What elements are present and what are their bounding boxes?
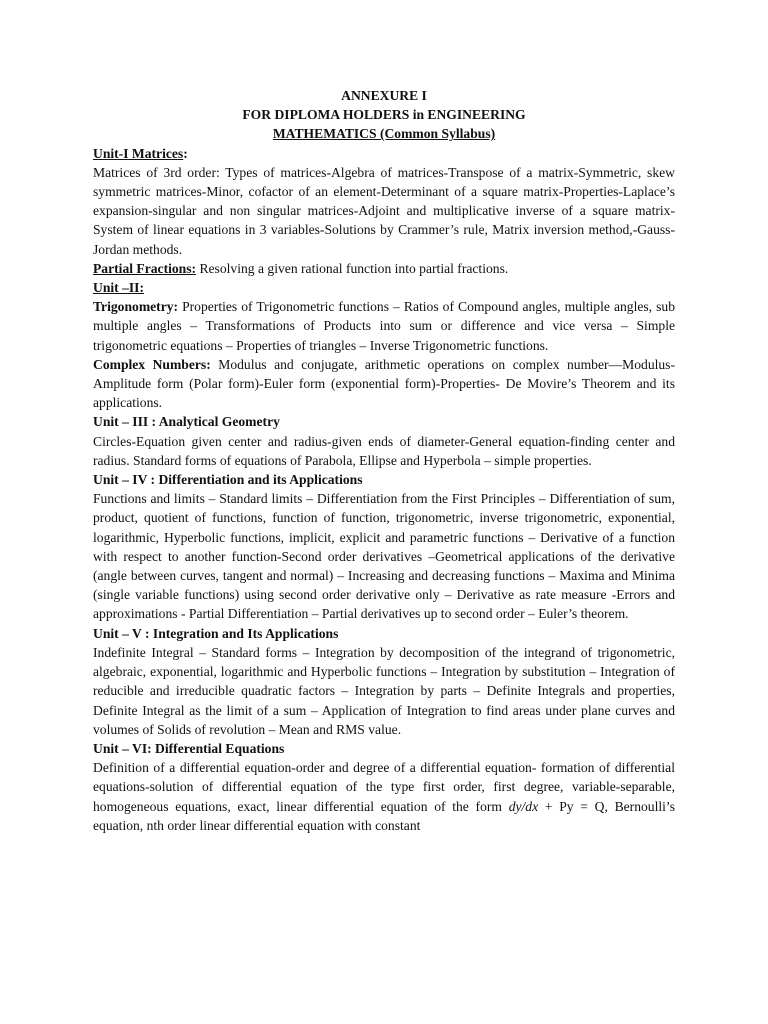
partial-fractions-body: Resolving a given rational function into partial fractions. — [196, 260, 509, 276]
diploma-heading: FOR DIPLOMA HOLDERS in ENGINEERING — [242, 107, 526, 123]
unit4-heading: Unit – IV : Differentiation and its Applications — [93, 472, 363, 488]
unit6-heading: Unit – VI: Differential Equations — [93, 740, 285, 756]
partial-fractions-para — [93, 259, 675, 278]
unit1-heading — [93, 144, 675, 163]
unit4-body: Functions and limits – Standard limits – Differentiation from the First Principles – Differentiation of sum, product, quotient of functions, function of function, trigonometric, inverse trigonometric, exponential, logarithmic, Hyperbolic functions, implicit, explicit and parametric functions – Derivative of a function with respect to another function-Second order derivatives –Geometrical applications of the derivative (angle between curves, tangent and normal) – Increasing and decreasing functions – Maxima and Minima (single variable functions) using second order derivative only – Derivative as rate measure -Errors and approximations - Partial Differentiation – Partial derivatives up to second order – Euler’s theorem. — [93, 491, 675, 622]
complex-numbers-body: Modulus and conjugate, arithmetic operations on complex number—Modulus-Amplitude form (Polar form)-Euler form (exponential form)-Properties- De Movire’s Theorem and its applications. — [93, 356, 676, 411]
unit5-body: Indefinite Integral – Standard forms – Integration by decomposition of the integrand of trigonometric, algebraic, exponential, logarithmic and Hyperbolic functions – Integration by substitution – Integration of reducible and irreducible quadratic factors – Integration by parts – Definite Integrals and properties, Definite Integral as the limit of a sum – Application of Integration to find areas under plane curves and volumes of Solids of revolution – Mean and RMS value. — [93, 644, 675, 737]
unit1-title: Unit-I Matrices — [93, 145, 184, 161]
complex-numbers-para — [93, 355, 675, 413]
partial-fractions-title: Partial Fractions: — [93, 260, 197, 276]
trigonometry-para — [93, 297, 675, 355]
subject-heading: MATHEMATICS (Common Syllabus) — [272, 126, 496, 142]
trigonometry-body: Properties of Trigonometric functions – Ratios of Compound angles, multiple angles, sub multiple angles – Transformations of Products into sum or difference and vice versa – Simple trigonometric equations – Properties of triangles – Inverse Trigonometric functions. — [93, 299, 675, 353]
unit6-body — [93, 758, 675, 835]
unit2-heading: Unit –II: — [93, 280, 144, 296]
annexure-heading: ANNEXURE I — [341, 88, 427, 103]
complex-numbers-label: Complex Numbers: — [93, 356, 211, 372]
unit3-heading: Unit – III : Analytical Geometry — [93, 414, 280, 430]
unit6-body-a: Definition of a differential equation-order and degree of a differential equation- formation of differential equations-solution of differential equation of the type first order, first degree, variable-separable, homogeneous equations, exact, linear differential equation of the form — [93, 760, 675, 814]
syllabus-page — [93, 86, 675, 835]
unit6-body-b: + Py = Q, Bernoulli’s equation, nth order linear differential equation with constant — [93, 798, 675, 833]
unit6-math-dydx: dy/dx — [508, 798, 539, 814]
unit1-title-colon: : — [183, 145, 188, 161]
unit5-heading: Unit – V : Integration and Its Applications — [93, 625, 339, 641]
unit1-body: Matrices of 3rd order: Types of matrices-Algebra of matrices-Transpose of a matrix-Symmetric, skew symmetric matrices-Minor, cofactor of an element-Determinant of a square matrix-Properties-Laplace’s expansion-singular and non singular matrices-Adjoint and multiplicative inverse of a square matrix-System of linear equations in 3 variables-Solutions by Crammer’s rule, Matrix inversion method,-Gauss-Jordan methods. — [93, 164, 675, 257]
unit3-body: Circles-Equation given center and radius-given ends of diameter-General equation-finding center and radius. Standard forms of equations of Parabola, Ellipse and Hyperbola – simple properties. — [93, 433, 675, 468]
trigonometry-label: Trigonometry: — [93, 299, 179, 315]
